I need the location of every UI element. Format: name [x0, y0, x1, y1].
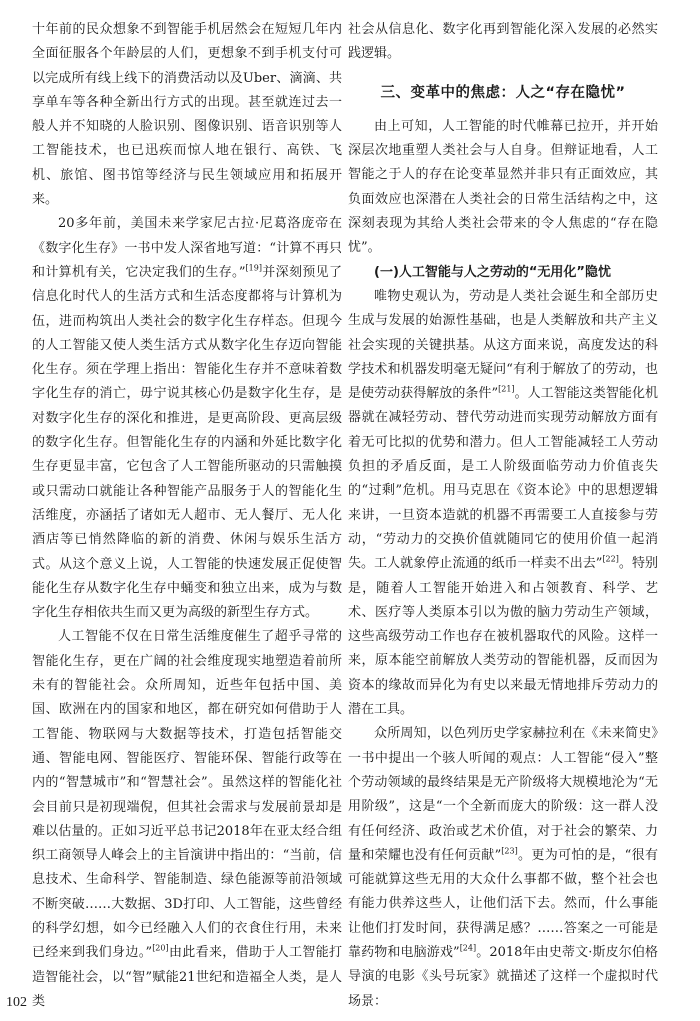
right-column	[348, 18, 658, 1014]
paragraph-3	[32, 625, 342, 1014]
citation-24: [24]	[459, 943, 477, 953]
citation-19: [19]	[245, 263, 262, 273]
paragraph-2	[32, 212, 342, 625]
citation-23: [23]	[501, 846, 518, 856]
paragraph-5	[348, 285, 658, 722]
citation-22: [22]	[602, 554, 619, 564]
paragraph-6-text-b: 。更为可怕的是，“很有可能就算这些无用的大众什么事都不做，整个社会也有能力供养这些人，让他们活下去。然而，什么事能让他们打发时间，获得满足感？……答案之一可能是靠药物和电脑游戏”	[348, 847, 658, 960]
paragraph-6	[348, 722, 658, 1014]
continued-paragraph: 社会从信息化、数字化再到智能化深入发展的必然实践逻辑。	[348, 22, 658, 62]
left-column	[32, 18, 342, 1014]
paragraph-2-text-b: 并深刻预见了信息化时代人的生活方式和生活态度都将与计算机为伍，进而构筑出人类社会的数字化生存样态。但现今的人工智能又使人类生活方式从数字化生存迈向智能化生存。须在学理上指出：智能化生存并不意味着数字化生存的消亡，毋宁说其核心仍是数字化生存，是对数字化生存的深化和推进，是更高阶段、更高层级的数字化生存。但智能化生存的内涵和外延比数字化生存更显丰富，它包含了人工智能所驱动的只需触摸或只需动口就能让各种智能产品服务于人的智能化生活维度，亦涵括了诸如无人超市、无人餐厅、无人化酒店等已悄然降临的新的消费、休闲与娱乐生活方式。从这个意义上说，人工智能的快速发展正促使智能化生存从数字化生存中蛹变和独立出来，成为与数字化生存相依共生而又更为高级的新型生存方式。	[32, 264, 342, 621]
citation-20: [20]	[152, 943, 169, 953]
subsection-heading: (一)人工智能与人之劳动的“无用化”隐忧	[374, 264, 611, 280]
paragraph-5-text-b: 。人工智能这类智能化机器就在减轻劳动、替代劳动进而实现劳动解放方面有着无可比拟的优势和潜力。但人工智能减轻工人劳动负担的矛盾反面，是工人阶级面临劳动力价值丧失的“过剩”危机。用马克思在《资本论》中的思想逻辑来讲，一旦资本造就的机器不再需要工人直接参与劳动，“劳动力的交换价值就随同它的使用价值一起消失。工人就象停止流通的纸币一样卖不出去”	[348, 386, 658, 572]
paragraph-2-text-a: 20多年前，美国未来学家尼古拉·尼葛洛庞帝在《数字化生存》一书中发人深省地写道：“计算不再只和计算机有关，它决定我们的生存。”	[32, 216, 342, 280]
page-number: 102	[6, 995, 27, 1010]
paragraph-6-text-a: 众所周知，以色列历史学家赫拉利在《未来简史》一书中提出一个骇人听闻的观点：人工智能“侵入”整个劳动领域的最终结果是无产阶级将大规模地沦为“无用阶级”，这是“一个全新而庞大的阶级：这一群人没有任何经济、政治或艺术价值，对于社会的繁荣、力量和荣耀也没有任何贡献”	[348, 726, 658, 863]
paragraph-3-text-a: 人工智能不仅在日常生活维度催生了超乎寻常的智能化生存，更在广阔的社会维度现实地塑造着前所未有的智能社会。众所周知，近些年包括中国、美国、欧洲在内的国家和地区，都在研究如何借助于人工智能、物联网与大数据等技术，打造包括智能交通、智能电网、智能医疗、智能环保、智能行政等在内的“智慧城市”和“智慧社会”。虽然这样的智能化社会目前只是初现端倪，但其社会需求与发展前景却是难以估量的。正如习近平总书记2018年在亚太经合组织工商领导人峰会上的主旨演讲中指出的：“当前，信息技术、生命科学、智能制造、绿色能源等前沿领域不断突破……大数据、3D打印、人工智能，这些曾经的科学幻想，如今已经融入人们的衣食住行用，未来已经来到我们身边。”	[32, 629, 342, 961]
paragraph-3-text-b: 由此看来，借助于人工智能打造智能社会，以“智”赋能21世纪和造福全人类，是人类	[32, 945, 342, 1009]
paragraph-1: 十年前的民众想象不到智能手机居然会在短短几年内全面征服各个年龄层的人们，更想象不到手机支付可以完成所有线上线下的消费活动以及Uber、滴滴、共享单车等各种全新出行方式的出现。甚至就连过去一般人并不知晓的人脸识别、图像识别、语音识别等人工智能技术，也已迅疾而惊人地在银行、高铁、飞机、旅馆、图书馆等经济与民生领域应用和拓展开来。	[32, 22, 342, 208]
section-heading: 三、变革中的焦虑：人之“存在隐忧”	[380, 84, 626, 101]
paragraph-4: 由上可知，人工智能的时代帷幕已拉开，并开始深层次地重塑人类社会与人自身。但辩证地看，人工智能之于人的存在论变革显然并非只有正面效应，其负面效应也深潜在人类社会的日常生活结构之中，这深刻表现为其给人类社会带来的令人焦虑的“存在隐忧”。	[348, 118, 658, 256]
paragraph-5-text-a: 唯物史观认为，劳动是人类社会诞生和全部历史生成与发展的始源性基础，也是人类解放和共产主义社会实现的关键拱基。从这方面来说，高度发达的科学技术和机器发明毫无疑问“有利于解放了的劳动，也是使劳动获得解放的条件”	[348, 288, 658, 402]
paragraph-5-text-c: 。特别是，随着人工智能开始进入和占领教育、科学、艺术、医疗等人类原本引以为傲的脑力劳动生产领域，这些高级劳动工作也存在被机器取代的风险。这样一来，原本能空前解放人类劳动的智能机器，反而因为资本的缘故而异化为有史以来最无情地排斥劳动力的潜在工具。	[348, 556, 658, 718]
citation-21: [21]	[498, 384, 515, 394]
paragraph-6-text-c: 。2018年由史蒂文·斯皮尔伯格导演的电影《头号玩家》就描述了这样一个虚拟时代场景：	[348, 944, 658, 1009]
